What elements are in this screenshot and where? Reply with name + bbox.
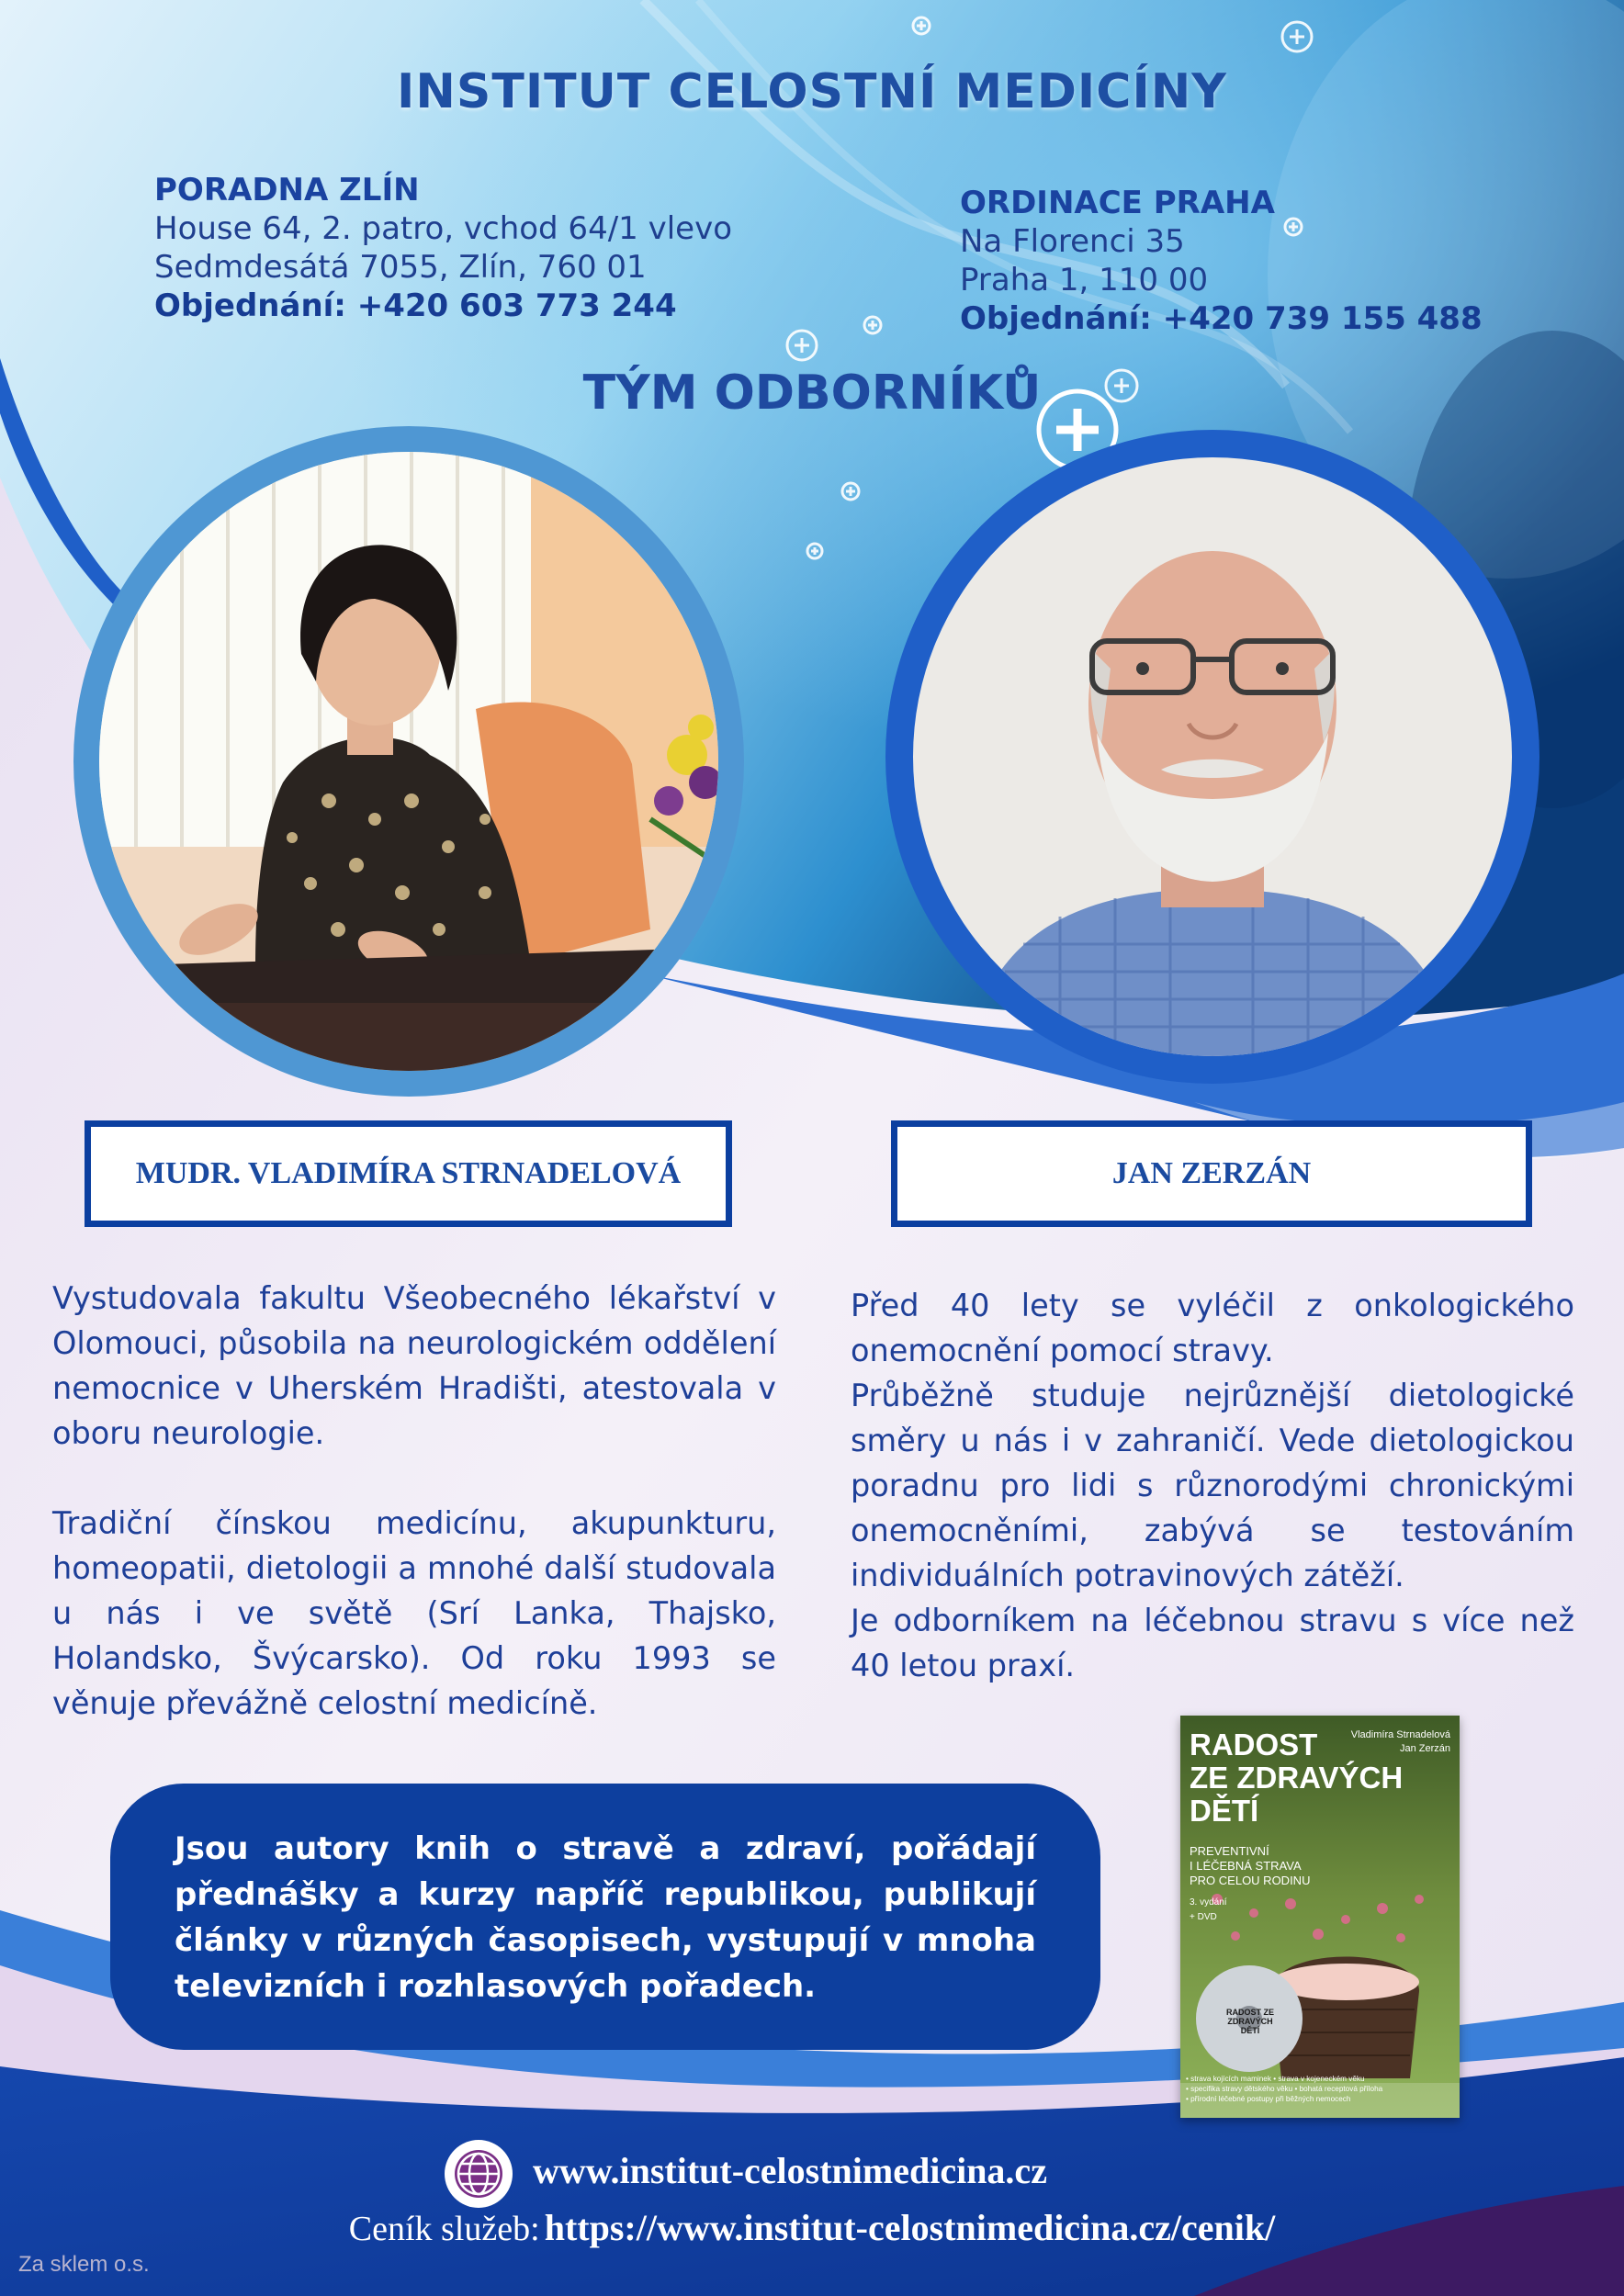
bio-paragraph: Průběžně studuje nejrůznější dietologické směry u nás i v zahraničí. Vede dietologickou poradnu pro lidi s různorodými chronickými onemocněními, zabývá se testováním individuálních potravinových zátěží. — [851, 1378, 1574, 1593]
bio-paragraph: Před 40 lety se vyléčil z onkologického onemocnění pomocí stravy. — [851, 1288, 1574, 1368]
book-bullet: • přírodní léčebné postupy při běžných nemocech — [1186, 2095, 1351, 2103]
book-author: Vladimíra Strnadelová — [1350, 1729, 1450, 1740]
book-title-line: ZE ZDRAVÝCH — [1190, 1761, 1404, 1795]
praha-address-line1: Na Florenci 35 — [960, 223, 1185, 260]
photo-strnadelova — [99, 452, 718, 1071]
expert-name-zerzan: JAN ZERZÁN — [1111, 1156, 1312, 1190]
book-subtitle-line: PREVENTIVNÍ — [1190, 1844, 1269, 1858]
bio-zerzan — [851, 1283, 1574, 1688]
institute-title: INSTITUT CELOSTNÍ MEDICÍNY — [397, 64, 1227, 119]
price-link[interactable]: https://www.institut-celostnimedicina.cz/cenik/ — [544, 2207, 1276, 2248]
book-title-line: DĚTÍ — [1190, 1794, 1259, 1828]
book-bullet: • specifika stravy dětského věku • bohatá receptová příloha — [1186, 2085, 1383, 2093]
book-subtitle-line: PRO CELOU RODINU — [1190, 1874, 1311, 1887]
team-title: TÝM ODBORNÍKŮ — [582, 366, 1042, 421]
praha-heading: ORDINACE PRAHA — [960, 185, 1275, 221]
book-disc-label: RADOST ZE ZDRAVÝCH DĚTÍ — [1225, 2008, 1274, 2035]
book-bullet: • strava kojících maminek • strava v kojeneckém věku — [1186, 2075, 1365, 2083]
book-author: Jan Zerzán — [1399, 1743, 1450, 1754]
zlin-address-line1: House 64, 2. patro, vchod 64/1 vlevo — [154, 210, 732, 247]
photo-zerzan — [913, 457, 1512, 1056]
footer-website-link[interactable]: www.institut-celostnimedicina.cz — [533, 2150, 1047, 2191]
praha-address-line2: Praha 1, 110 00 — [960, 262, 1209, 298]
bio-paragraph: Tradiční čínskou medicínu, akupunkturu, homeopatii, dietologii a mnohé další studovala u nás i ve světě (Srí Lanka, Thajsko, Holandsko, Švýcarsko). Od roku 1993 se věnuje převážně celostní medicíně. — [52, 1505, 776, 1721]
book-edition: 3. vydání — [1190, 1897, 1227, 1908]
bio-paragraph: Je odborníkem na léčebnou stravu s více než 40 letou praxí. — [851, 1603, 1574, 1683]
bio-paragraph: Vystudovala fakultu Všeobecného lékařství v Olomouci, působila na neurologickém oddělení nemocnice v Uherském Hradišti, atestovala v oboru neurologie. — [52, 1280, 776, 1451]
globe-icon — [445, 2140, 513, 2208]
name-box-zerzan — [891, 1120, 1532, 1227]
book-subtitle-line: I LÉČEBNÁ STRAVA — [1190, 1859, 1302, 1873]
footer-price-line — [0, 2206, 1624, 2249]
zlin-phone: Objednání: +420 603 773 244 — [154, 287, 677, 324]
authors-note: Jsou autory knih o stravě a zdraví, pořádají přednášky a kurzy napříč republikou, publikují články v různých časopisech, vystupují v mnoha televizních i rozhlasových pořadech. — [175, 1830, 1036, 2005]
book-title-line: RADOST — [1190, 1728, 1318, 1761]
book-cover — [1180, 1716, 1460, 2118]
authors-note-box — [110, 1784, 1100, 2050]
price-label: Ceník služeb: — [348, 2210, 540, 2248]
zlin-office — [154, 171, 732, 325]
expert-name-strnadelova: MUDR. VLADIMÍRA STRNADELOVÁ — [135, 1156, 682, 1190]
credit-text: Za sklem o.s. — [18, 2252, 150, 2277]
zlin-heading: PORADNA ZLÍN — [154, 172, 420, 208]
zlin-address-line2: Sedmdesátá 7055, Zlín, 760 01 — [154, 249, 647, 286]
praha-phone: Objednání: +420 739 155 488 — [960, 300, 1483, 337]
bio-strnadelova — [52, 1276, 776, 1726]
name-box-strnadelova — [85, 1120, 732, 1227]
praha-office — [960, 184, 1483, 338]
book-dvd: + DVD — [1190, 1912, 1217, 1922]
